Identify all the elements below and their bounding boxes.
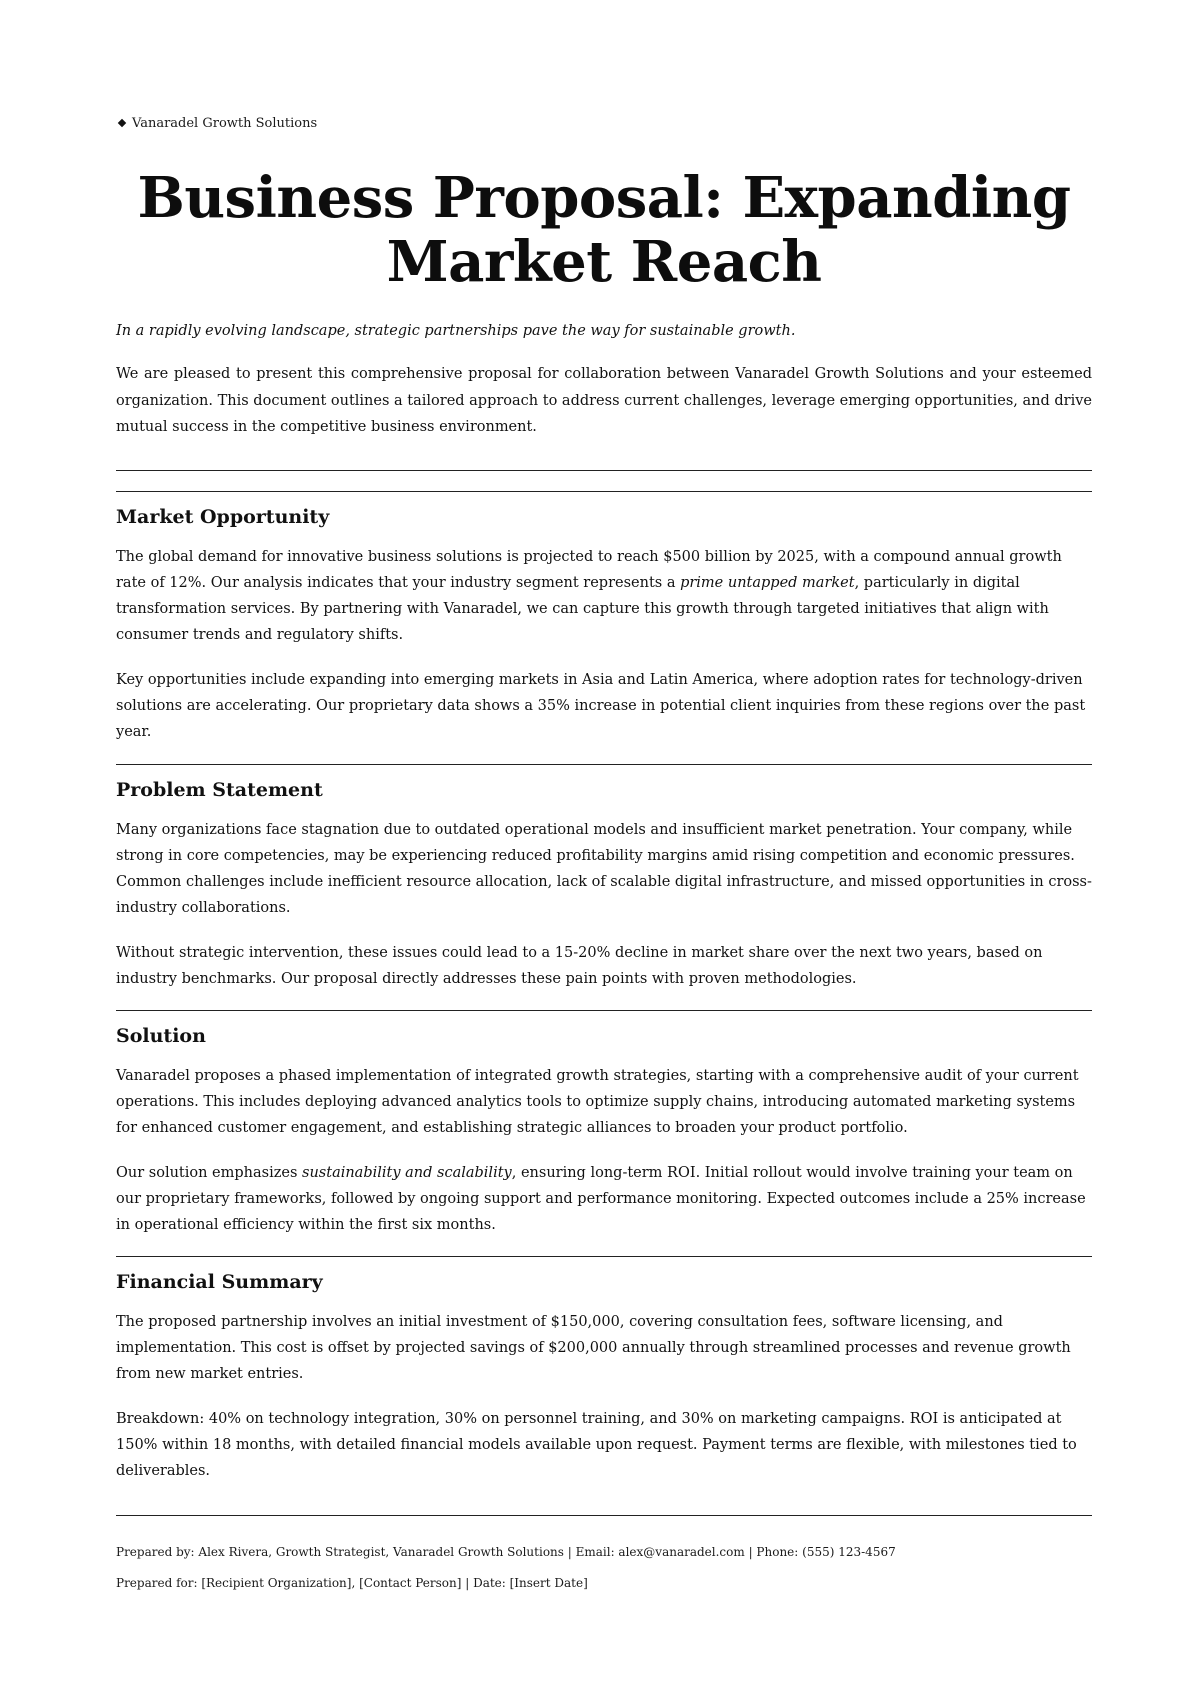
text-run: , particularly in digital transformation services. By partnering with Vanaradel, we can capture this growth through targeted initiatives that align with consumer trends and regulatory shifts. (116, 575, 1049, 643)
section-title-financial-summary: Financial Summary (116, 1271, 323, 1293)
footer-divider (116, 1515, 1092, 1516)
diamond-icon (118, 118, 126, 126)
solution-paragraph-1: Vanaradel proposes a phased implementation of integrated growth strategies, starting with a comprehensive audit of your current operations. This includes deploying advanced analytics tools to optimize supply chains, introducing automated marketing systems for enhanced customer engagement, and establishing strategic alliances to broaden your product portfolio. (116, 1068, 1079, 1136)
prepared-by: Prepared by: Alex Rivera, Growth Strategist, Vanaradel Growth Solutions | Email: alex@vanaradel.com | Phone: (555) 123-4567 (116, 1545, 896, 1559)
financial-summary-paragraph-2: Breakdown: 40% on technology integration, 30% on personnel training, and 30% on marketing campaigns. ROI is anticipated at 150% within 18 months, with detailed financial models available upon request. Payment terms are flexible, with milestones tied to deliverables. (116, 1411, 1077, 1479)
emphasis-text: prime untapped market (680, 575, 855, 591)
section-title-solution: Solution (116, 1025, 206, 1047)
financial-summary-paragraph-1: The proposed partnership involves an initial investment of $150,000, covering consultation fees, software licensing, and implementation. This cost is offset by projected savings of $200,000 annually through streamlined processes and revenue growth from new market entries. (116, 1314, 1071, 1382)
problem-statement-paragraph-1: Many organizations face stagnation due to outdated operational models and insufficient market penetration. Your company, while strong in core competencies, may be experiencing reduced profitability margins amid rising competition and economic pressures. Common challenges include inefficient resource allocation, lack of scalable digital infrastructure, and missed opportunities in cross-industry collaborations. (116, 822, 1092, 916)
divider (116, 1010, 1092, 1011)
problem-statement-paragraph-2: Without strategic intervention, these issues could lead to a 15-20% decline in market share over the next two years, based on industry benchmarks. Our proposal directly addresses these pain points with proven methodologies. (116, 945, 1043, 987)
brand-header (116, 115, 317, 133)
section-title-problem-statement: Problem Statement (116, 779, 323, 801)
section-title-market-opportunity: Market Opportunity (116, 506, 330, 528)
intro-paragraph: We are pleased to present this comprehensive proposal for collaboration between Vanaradel Growth Solutions and your esteemed organization. This document outlines a tailored approach to address current challenges, leverage emerging opportunities, and drive mutual success in the competitive business environment. (116, 366, 1092, 435)
brand-name: Vanaradel Growth Solutions (132, 116, 318, 131)
market-opportunity-paragraph-1 (116, 544, 1092, 648)
solution-paragraph-2 (116, 1160, 1092, 1238)
divider (116, 491, 1092, 492)
tagline: In a rapidly evolving landscape, strategic partnerships pave the way for sustainable growth. (116, 323, 796, 339)
prepared-for: Prepared for: [Recipient Organization], [Contact Person] | Date: [Insert Date] (116, 1576, 588, 1590)
emphasis-text: sustainability and scalability (302, 1165, 512, 1181)
document-title: Business Proposal: Expanding Market Reach (137, 165, 1071, 295)
divider (116, 1256, 1092, 1257)
market-opportunity-paragraph-2: Key opportunities include expanding into emerging markets in Asia and Latin America, where adoption rates for technology-driven solutions are accelerating. Our proprietary data shows a 35% increase in potential client inquiries from these regions over the past year. (116, 672, 1086, 740)
text-run: Our solution emphasizes (116, 1165, 303, 1181)
divider (116, 470, 1092, 471)
text-run: , ensuring long-term ROI. Initial rollout would involve training your team on our proprietary frameworks, followed by ongoing support and performance monitoring. Expected outcomes include a 25% increase in operational efficiency within the first six months. (116, 1165, 1086, 1233)
divider (116, 764, 1092, 765)
text-run: The global demand for innovative business solutions is projected to reach $500 billion by 2025, with a compound annual growth rate of 12%. Our analysis indicates that your industry segment represents a (116, 549, 1062, 591)
